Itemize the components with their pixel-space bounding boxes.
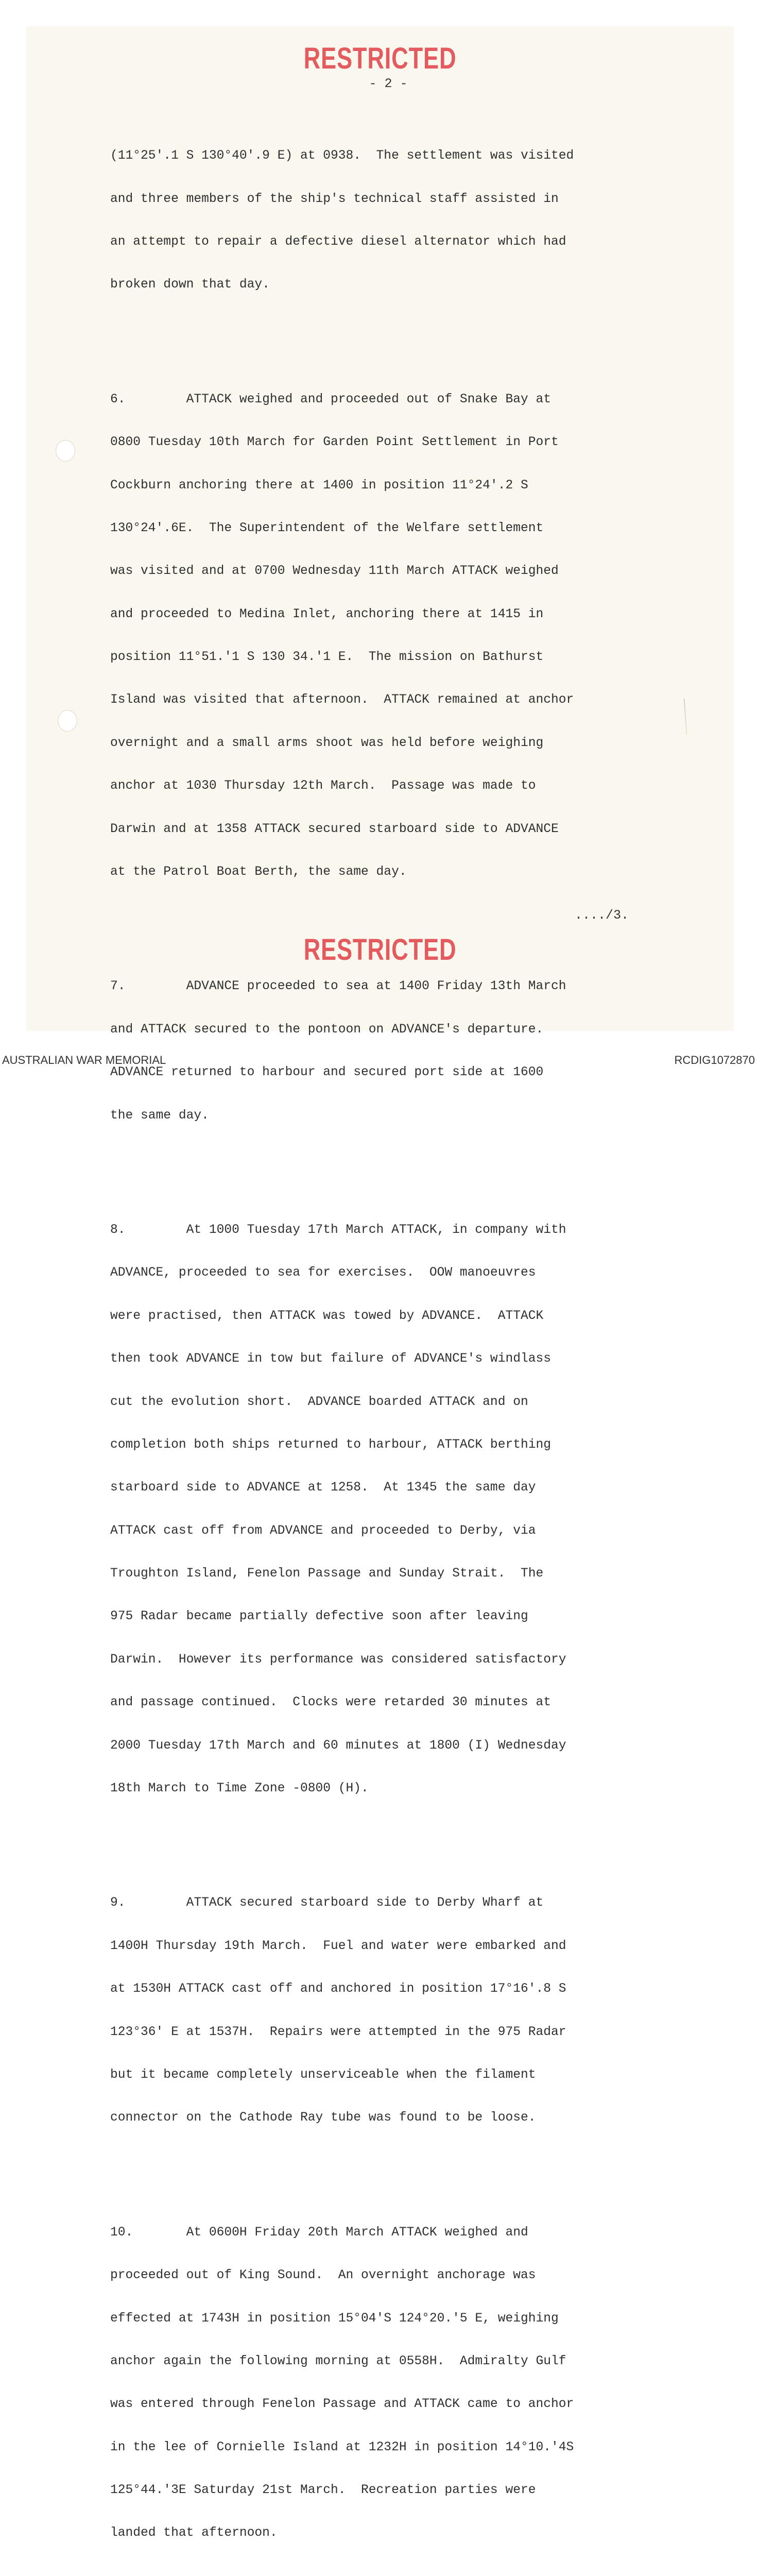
text-line: 125°44.'3E Saturday 21st March. Recreation parties were	[110, 2483, 536, 2498]
text-line: and passage continued. Clocks were retarded 30 minutes at	[110, 1696, 552, 1710]
text-line: cut the evolution short. ADVANCE boarded ATTACK and on	[110, 1395, 528, 1409]
punch-hole	[58, 710, 77, 732]
text-line: ADVANCE returned to harbour and secured port side at 1600	[110, 1065, 544, 1080]
paragraph-7	[110, 951, 666, 1151]
text-line: but it became completely unserviceable when the filament	[110, 2067, 536, 2082]
paragraph-10	[110, 2197, 666, 2569]
text-line: were practised, then ATTACK was towed by ADVANCE. ATTACK	[110, 1309, 544, 1323]
text-line: connector on the Cathode Ray tube was found to be loose.	[110, 2111, 536, 2125]
text-line: was visited and at 0700 Wednesday 11th March ATTACK weighed	[110, 564, 559, 579]
text-line: 123°36' E at 1537H. Repairs were attempted in the 975 Radar	[110, 2025, 566, 2039]
text-line: ADVANCE, proceeded to sea for exercises. OOW manoeuvres	[110, 1266, 536, 1280]
text-line: at the Patrol Boat Berth, the same day.	[110, 865, 407, 879]
text-line: then took ADVANCE in tow but failure of ADVANCE's windlass	[110, 1352, 552, 1366]
text-line: at 1530H ATTACK cast off and anchored in position 17°16'.8 S	[110, 1982, 566, 1996]
text-line: anchor at 1030 Thursday 12th March. Passage was made to	[110, 779, 536, 793]
paragraph-5-continued	[110, 121, 666, 321]
text-line: anchor again the following morning at 0558H. Admiralty Gulf	[110, 2354, 566, 2368]
paragraph-9	[110, 1868, 666, 2154]
punch-hole	[56, 440, 75, 462]
text-line: Cockburn anchoring there at 1400 in position 11°24'.2 S	[110, 478, 528, 493]
text-line: 9. ATTACK secured starboard side to Derby Wharf at	[110, 1896, 544, 1910]
text-line: Island was visited that afternoon. ATTACK remained at anchor	[110, 693, 574, 707]
text-line: completion both ships returned to harbour, ATTACK berthing	[110, 1437, 552, 1452]
text-line: position 11°51.'1 S 130 34.'1 E. The mission on Bathurst	[110, 650, 544, 665]
text-line: 1400H Thursday 19th March. Fuel and water were embarked and	[110, 1939, 566, 1953]
restricted-stamp-bottom: RESTRICTED	[303, 933, 457, 967]
text-line: overnight and a small arms shoot was held before weighing	[110, 736, 544, 750]
text-line: broken down that day.	[110, 278, 270, 292]
text-line: in the lee of Cornielle Island at 1232H in position 14°10.'4S	[110, 2440, 574, 2454]
text-line: Darwin and at 1358 ATTACK secured starboard side to ADVANCE	[110, 822, 559, 836]
text-line: (11°25'.1 S 130°40'.9 E) at 0938. The settlement was visited	[110, 149, 574, 163]
text-line: 18th March to Time Zone -0800 (H).	[110, 1782, 369, 1796]
text-line: and three members of the ship's technical staff assisted in	[110, 192, 559, 206]
text-line: 10. At 0600H Friday 20th March ATTACK weighed and	[110, 2225, 528, 2240]
restricted-stamp-top: RESTRICTED	[303, 42, 457, 75]
text-line: Troughton Island, Fenelon Passage and Sunday Strait. The	[110, 1567, 544, 1581]
page-number: - 2 -	[369, 76, 408, 91]
text-line: 0800 Tuesday 10th March for Garden Point Settlement in Port	[110, 435, 559, 450]
paragraph-6	[110, 364, 666, 908]
text-line: 8. At 1000 Tuesday 17th March ATTACK, in company with	[110, 1223, 566, 1237]
footer-record-id: RCDIG1072870	[674, 1054, 755, 1066]
text-line: starboard side to ADVANCE at 1258. At 1345 the same day	[110, 1481, 536, 1495]
text-line: 2000 Tuesday 17th March and 60 minutes at 1800 (I) Wednesday	[110, 1738, 566, 1753]
text-line: was entered through Fenelon Passage and ATTACK came to anchor	[110, 2397, 574, 2412]
pencil-mark	[684, 699, 687, 735]
text-line: proceeded out of King Sound. An overnight anchorage was	[110, 2268, 536, 2283]
text-line: effected at 1743H in position 15°04'S 124°20.'5 E, weighing	[110, 2311, 559, 2326]
text-line: and proceeded to Medina Inlet, anchoring there at 1415 in	[110, 607, 544, 621]
text-line: 7. ADVANCE proceeded to sea at 1400 Friday 13th March	[110, 979, 566, 994]
text-line: 130°24'.6E. The Superintendent of the Welfare settlement	[110, 521, 544, 535]
text-line: an attempt to repair a defective diesel alternator which had	[110, 234, 566, 249]
footer-archive-name: AUSTRALIAN WAR MEMORIAL	[2, 1054, 166, 1066]
text-line: ATTACK cast off from ADVANCE and proceeded to Derby, via	[110, 1523, 536, 1538]
text-line: 975 Radar became partially defective soon after leaving	[110, 1609, 528, 1624]
text-line: 6. ATTACK weighed and proceeded out of Snake Bay at	[110, 392, 552, 406]
text-line: Darwin. However its performance was considered satisfactory	[110, 1652, 566, 1667]
paragraph-8	[110, 1194, 666, 1824]
text-line: landed that afternoon.	[110, 2526, 278, 2540]
text-line: the same day.	[110, 1108, 209, 1123]
text-line: and ATTACK secured to the pontoon on ADVANCE's departure.	[110, 1022, 544, 1037]
continued-marker: ..../3.	[575, 908, 629, 923]
document-body	[110, 92, 666, 2576]
